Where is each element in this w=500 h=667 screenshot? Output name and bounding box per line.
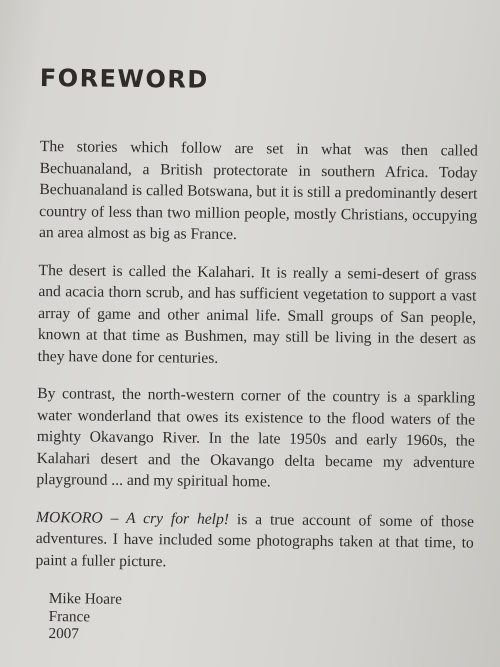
paragraph-1: The stories which follow are set in what was then called Bechuanaland, a British protectorate in southern Africa. Today Bechuanaland is called Botswana, but it is still a predominantly desert country of less than two million people, mostly Christians, occupying an area almost as big as France. [38, 137, 478, 244]
paragraph-4-text: is a true account of some of those adventures. I have included some photographs taken at that time, to paint a fuller picture. [35, 510, 475, 570]
paragraph-4 [35, 506, 474, 575]
author-place: France [48, 607, 91, 625]
author-name: Mike Hoare [48, 590, 122, 608]
foreword-body [35, 136, 478, 592]
paragraph-3: By contrast, the north-western corner of the country is a sparkling water wonderland that owes its existence to the flood waters of the mighty Okavango River. In the late 1950s and early 1960s, the Kalahari desert and the Okavango delta became my adventure playground ... and my spiritual home. [36, 384, 476, 491]
paragraph-2: The desert is called the Kalahari. It is really a semi-desert of grass and acacia thorn scrub, and has sufficient vegetation to support a vast array of game and other animal life. Small groups of San people, known at that time as Bushmen, may still be living in the desert as they have done for centuries. [37, 261, 477, 367]
signature-block [48, 590, 122, 643]
page-title: FOREWORD [39, 64, 209, 94]
book-title-italic: MOKORO – A cry for help! [35, 508, 230, 528]
author-year: 2007 [48, 624, 80, 643]
